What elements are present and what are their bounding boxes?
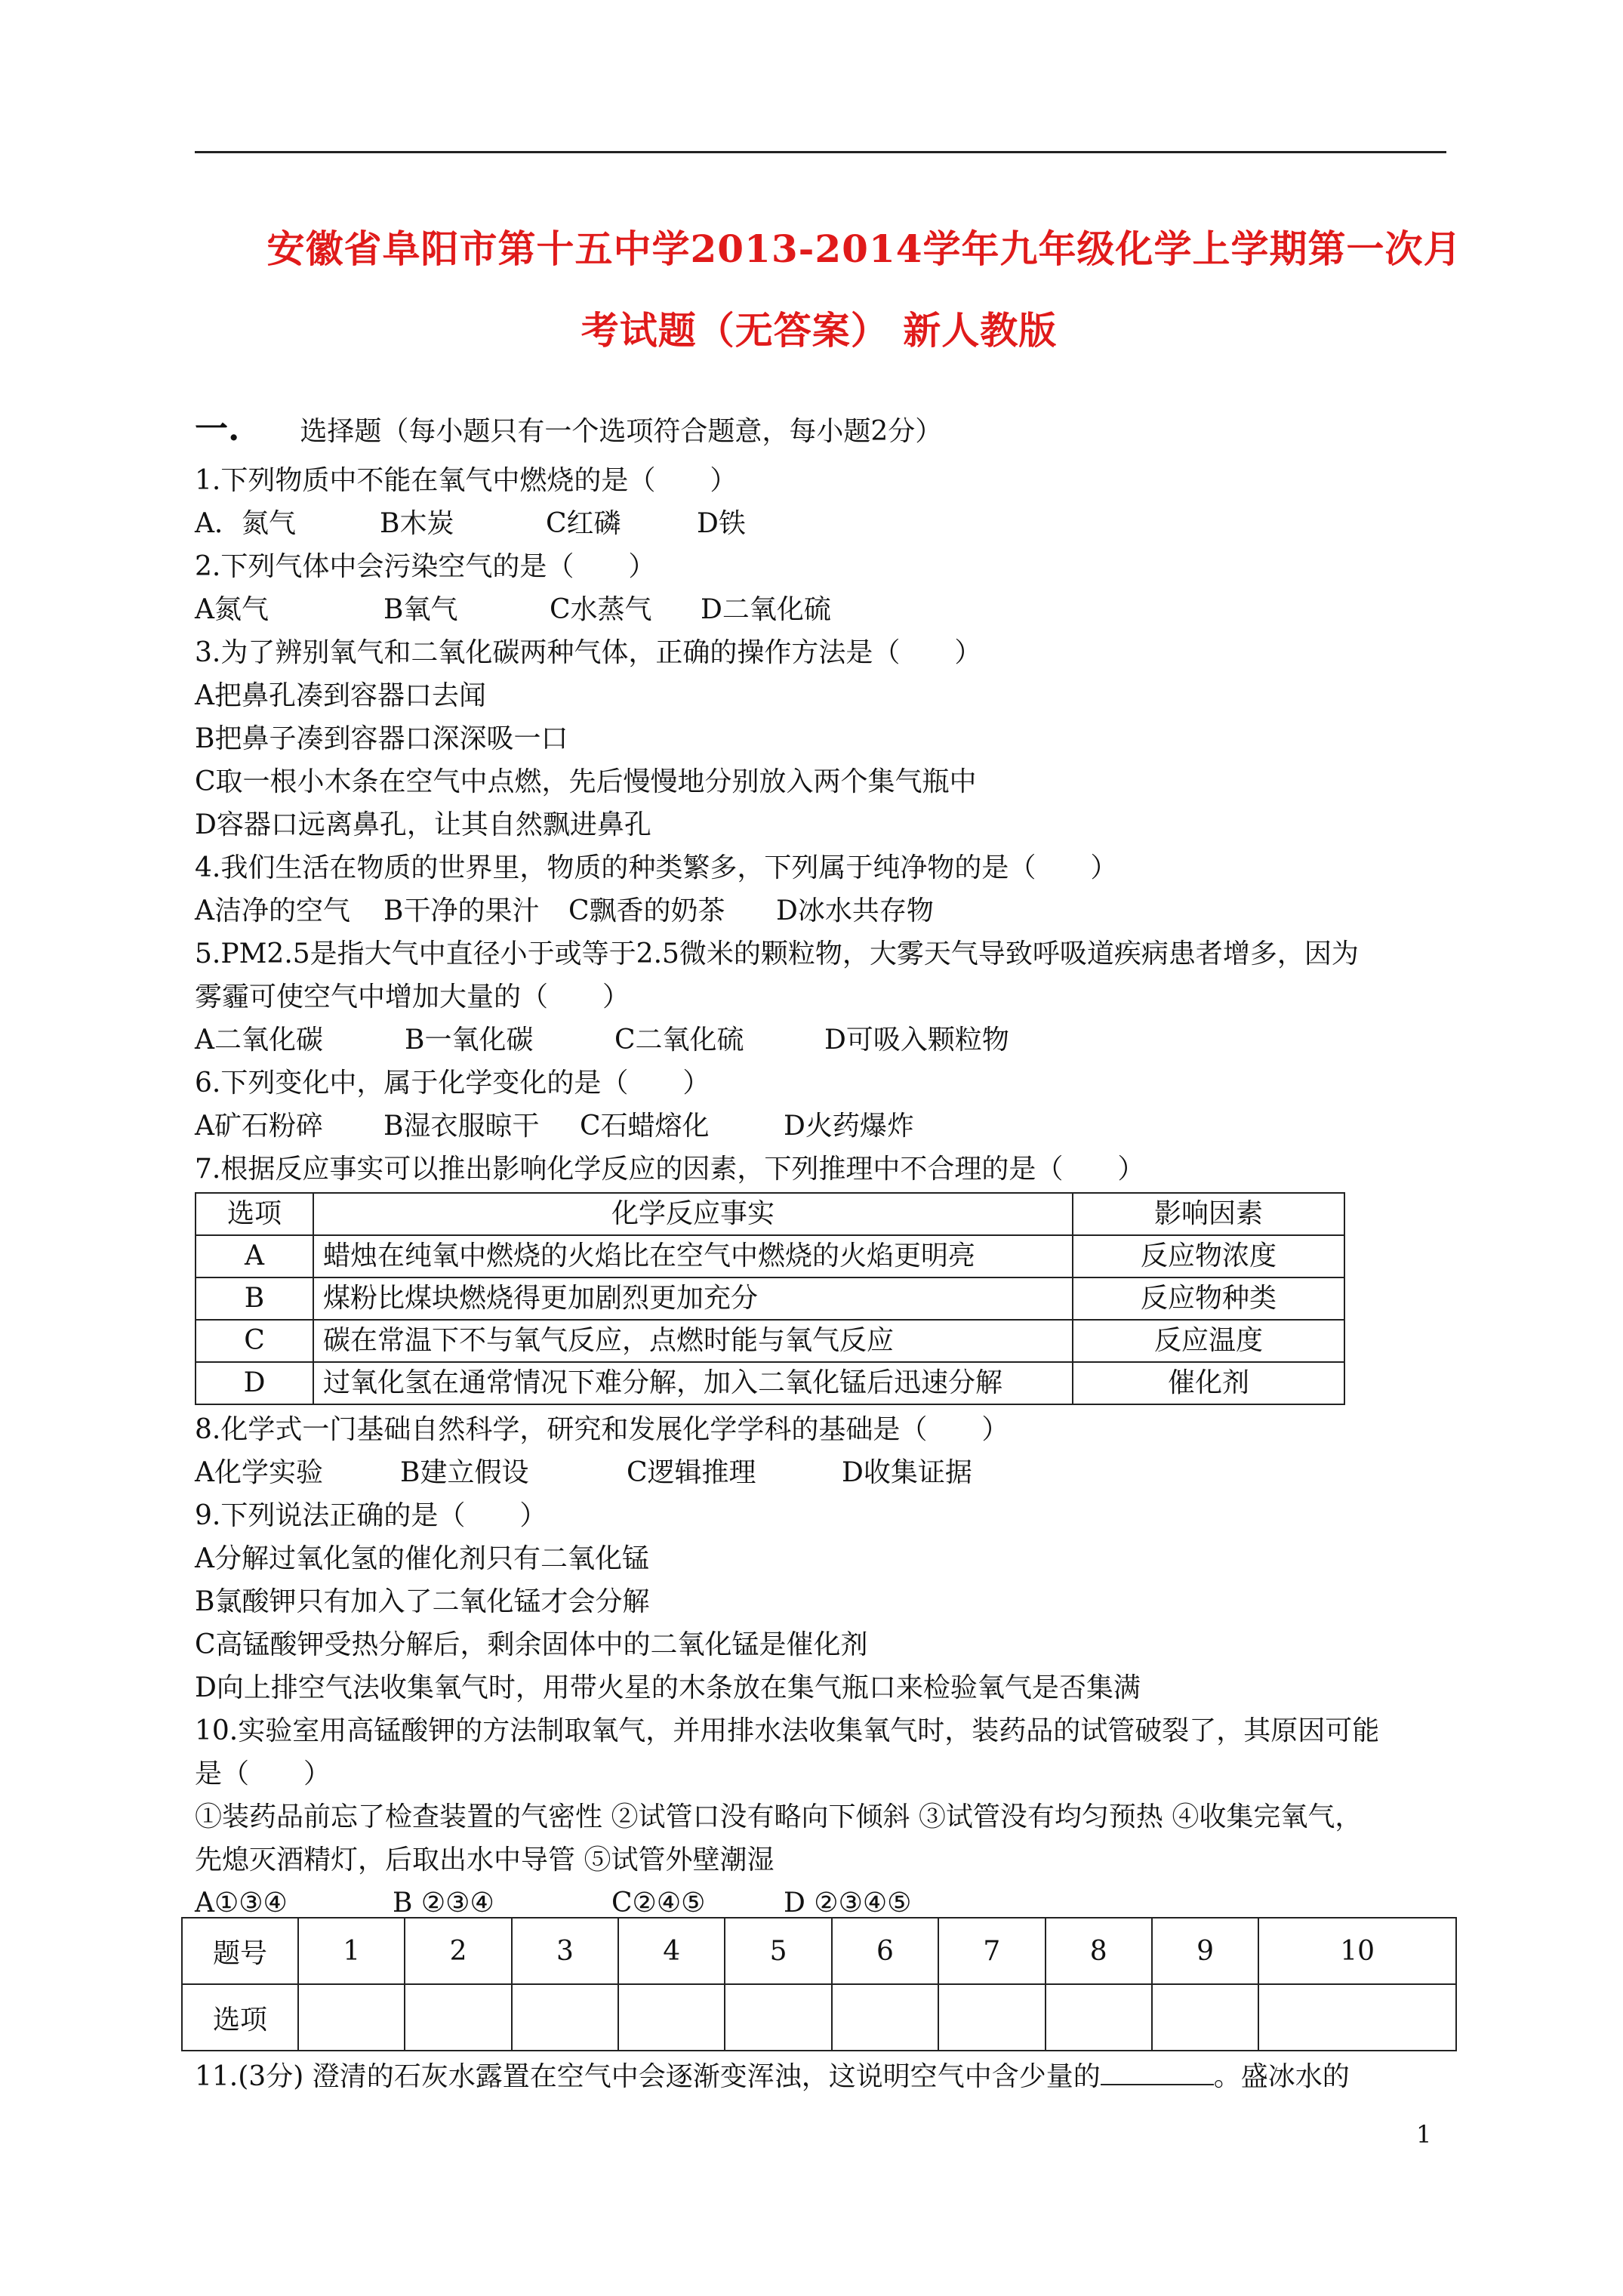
option-c: C水蒸气 xyxy=(550,594,652,625)
question-3-option-b: B把鼻子凑到容器口深深吸一口 xyxy=(195,723,568,754)
option-a: A化学实验 xyxy=(195,1457,323,1488)
question-9-option-b: B氯酸钾只有加入了二氧化锰才会分解 xyxy=(195,1586,650,1617)
question-3-stem: 3.为了辨别氧气和二氧化碳两种气体，正确的操作方法是（ ） xyxy=(195,637,982,668)
answer-cell[interactable] xyxy=(512,1984,618,2051)
answer-grid xyxy=(181,1917,1457,2051)
question-9-option-a: A分解过氧化氢的催化剂只有二氧化锰 xyxy=(195,1543,649,1574)
question-9-option-d: D向上排空气法收集氧气时，用带火星的木条放在集气瓶口来检验氧气是否集满 xyxy=(195,1672,1141,1703)
answer-cell[interactable] xyxy=(1152,1984,1258,2051)
answer-grid-number: 7 xyxy=(938,1918,1045,1984)
answer-grid-number-row xyxy=(182,1918,1456,1984)
question-3-option-c: C取一根小木条在空气中点燃，先后慢慢地分别放入两个集气瓶中 xyxy=(195,766,977,797)
table-row xyxy=(196,1277,1344,1320)
answer-cell[interactable] xyxy=(405,1984,511,2051)
option-d: D铁 xyxy=(697,508,746,539)
table-header-cell: 选项 xyxy=(196,1193,313,1235)
question-8-stem: 8.化学式一门基础自然科学，研究和发展化学学科的基础是（ ） xyxy=(195,1414,1009,1445)
table-row xyxy=(196,1320,1344,1362)
question-5-options xyxy=(195,1019,1448,1062)
option-a: A氮气 xyxy=(195,594,269,625)
table-cell: 蜡烛在纯氧中燃烧的火焰比在空气中燃烧的火焰更明亮 xyxy=(313,1235,1073,1277)
question-10-stem-line-2: 是（ ） xyxy=(195,1758,331,1789)
answer-cell[interactable] xyxy=(298,1984,405,2051)
option-d: D可吸入颗粒物 xyxy=(824,1025,1009,1056)
table-cell: 碳在常温下不与氧气反应，点燃时能与氧气反应 xyxy=(313,1320,1073,1362)
header-rule xyxy=(195,151,1446,153)
question-8-options xyxy=(195,1451,1448,1494)
table-cell: D xyxy=(196,1362,313,1404)
question-4-stem: 4.我们生活在物质的世界里，物质的种类繁多，下列属于纯净物的是（ ） xyxy=(195,852,1118,883)
answer-grid-label: 题号 xyxy=(182,1918,298,1984)
question-10-reasons-line-1: ①装药品前忘了检查装置的气密性 ②试管口没有略向下倾斜 ③试管没有均匀预热 ④收集完氧气， xyxy=(195,1801,1363,1832)
question-2-stem: 2.下列气体中会污染空气的是（ ） xyxy=(195,551,656,582)
fill-in-blank[interactable] xyxy=(1101,2061,1214,2085)
option-c: C飘香的奶茶 xyxy=(568,895,725,926)
table-cell: B xyxy=(196,1277,313,1320)
table-row xyxy=(196,1235,1344,1277)
answer-grid-number: 6 xyxy=(832,1918,938,1984)
answer-cell[interactable] xyxy=(725,1984,831,2051)
option-a: A洁净的空气 xyxy=(195,895,350,926)
section-title: 选择题（每小题只有一个选项符合题意，每小题2分） xyxy=(300,416,943,447)
question-10-stem-line-1: 10.实验室用高锰酸钾的方法制取氧气，并用排水法收集氧气时，装药品的试管破裂了，其原因可能 xyxy=(195,1715,1380,1746)
question-6-stem: 6.下列变化中，属于化学变化的是（ ） xyxy=(195,1068,710,1099)
section-heading xyxy=(195,402,942,450)
option-b: B氧气 xyxy=(383,594,458,625)
question-6-options xyxy=(195,1105,1448,1148)
answer-cell[interactable] xyxy=(832,1984,938,2051)
table-header-row xyxy=(196,1193,1344,1235)
table-cell: 反应物种类 xyxy=(1073,1277,1344,1320)
option-c: C红磷 xyxy=(546,508,621,539)
question-2-options xyxy=(195,588,1448,631)
question-11-text-after: 。盛冰水的 xyxy=(1213,2061,1350,2092)
table-header-cell: 化学反应事实 xyxy=(313,1193,1073,1235)
table-cell: 反应温度 xyxy=(1073,1320,1344,1362)
answer-cell[interactable] xyxy=(1046,1984,1152,2051)
document-title-line-2: 考试题（无答案） 新人教版 xyxy=(581,308,1058,353)
option-c: C②④⑤ xyxy=(611,1888,706,1918)
option-c: C逻辑推理 xyxy=(627,1457,756,1488)
answer-grid-number: 1 xyxy=(298,1918,405,1984)
question-5-stem-line-1: 5.PM2.5是指大气中直径小于或等于2.5微米的颗粒物，大雾天气导致呼吸道疾病患者增多，因为 xyxy=(195,938,1359,969)
question-7-stem: 7.根据反应事实可以推出影响化学反应的因素，下列推理中不合理的是（ ） xyxy=(195,1154,1145,1185)
option-a: A．氮气 xyxy=(195,508,296,539)
option-a: A二氧化碳 xyxy=(195,1025,323,1056)
option-a: A①③④ xyxy=(195,1888,288,1918)
table-cell: 催化剂 xyxy=(1073,1362,1344,1404)
answer-cell[interactable] xyxy=(938,1984,1045,2051)
table-cell: A xyxy=(196,1235,313,1277)
question-11-text-before: 11.(3分) 澄清的石灰水露置在空气中会逐渐变浑浊，这说明空气中含少量的 xyxy=(195,2061,1101,2092)
question-1-options xyxy=(195,502,1448,545)
option-b: B干净的果汁 xyxy=(383,895,540,926)
question-9-option-c: C高锰酸钾受热分解后，剩余固体中的二氧化锰是催化剂 xyxy=(195,1629,868,1660)
answer-grid-number: 10 xyxy=(1258,1918,1456,1984)
answer-grid-answer-row xyxy=(182,1984,1456,2051)
answer-grid-number: 4 xyxy=(618,1918,725,1984)
answer-grid-number: 9 xyxy=(1152,1918,1258,1984)
answer-grid-number: 2 xyxy=(405,1918,511,1984)
option-d: D二氧化硫 xyxy=(701,594,831,625)
answer-grid-number: 5 xyxy=(725,1918,831,1984)
question-9-stem: 9.下列说法正确的是（ ） xyxy=(195,1500,547,1531)
option-d: D火药爆炸 xyxy=(784,1111,914,1142)
table-header-cell: 影响因素 xyxy=(1073,1193,1344,1235)
table-row xyxy=(196,1362,1344,1404)
table-cell: C xyxy=(196,1320,313,1362)
table-cell: 过氧化氢在通常情况下难分解，加入二氧化锰后迅速分解 xyxy=(313,1362,1073,1404)
table-cell: 煤粉比煤块燃烧得更加剧烈更加充分 xyxy=(313,1277,1073,1320)
option-a: A矿石粉碎 xyxy=(195,1111,323,1142)
table-cell: 反应物浓度 xyxy=(1073,1235,1344,1277)
question-1-stem: 1.下列物质中不能在氧气中燃烧的是（ ） xyxy=(195,465,738,496)
questions-body xyxy=(195,459,1448,1925)
answer-cell[interactable] xyxy=(618,1984,725,2051)
option-d: D收集证据 xyxy=(842,1457,972,1488)
question-10-reasons-line-2: 先熄灭酒精灯，后取出水中导管 ⑤试管外壁潮湿 xyxy=(195,1845,775,1875)
option-c: C石蜡熔化 xyxy=(580,1111,710,1142)
question-3-option-d: D容器口远离鼻孔，让其自然飘进鼻孔 xyxy=(195,809,651,840)
option-b: B一氧化碳 xyxy=(405,1025,534,1056)
question-11 xyxy=(195,2055,1448,2094)
option-d: D冰水共存物 xyxy=(776,895,934,926)
answer-grid-label: 选项 xyxy=(182,1984,298,2051)
option-b: B建立假设 xyxy=(400,1457,529,1488)
option-b: B湿衣服晾干 xyxy=(383,1111,540,1142)
section-number: 一. xyxy=(195,410,240,448)
option-c: C二氧化硫 xyxy=(614,1025,744,1056)
answer-cell[interactable] xyxy=(1258,1984,1456,2051)
answer-grid-number: 3 xyxy=(512,1918,618,1984)
question-3-option-a: A把鼻孔凑到容器口去闻 xyxy=(195,680,486,711)
question-4-options xyxy=(195,889,1448,932)
question-7-table xyxy=(195,1192,1345,1405)
option-d: D ②③④⑤ xyxy=(784,1888,912,1918)
question-5-stem-line-2: 雾霾可使空气中增加大量的（ ） xyxy=(195,982,630,1012)
answer-grid-number: 8 xyxy=(1046,1918,1152,1984)
page-number: 1 xyxy=(1416,2120,1432,2149)
option-b: B ②③④ xyxy=(393,1888,494,1918)
document-title-line-1: 安徽省阜阳市第十五中学2013-2014学年九年级化学上学期第一次月 xyxy=(266,227,1462,271)
option-b: B木炭 xyxy=(380,508,454,539)
